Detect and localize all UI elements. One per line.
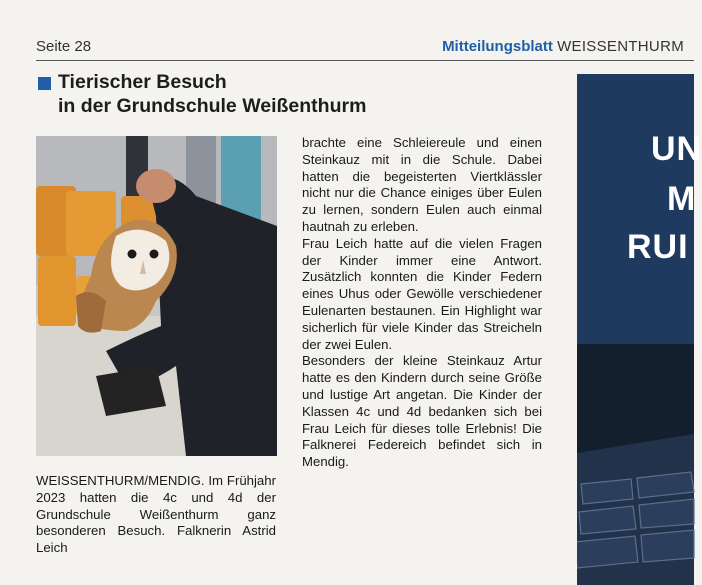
- article-paragraph-1: brachte eine Schleiereule und einen Steinkauz mit in die Schule. Dabei hatten die begeisterten Viertklässler nicht nur die Chance einiges über Eulen zu lernen, sondern Eulen auch einmal hautnah zu erleben.: [302, 135, 542, 234]
- ad-headline-line2: M: [667, 180, 697, 218]
- square-bullet-icon: [38, 77, 51, 90]
- article-title: [58, 70, 538, 118]
- article-lead-paragraph: [36, 473, 276, 557]
- advertisement-solar: [571, 74, 702, 585]
- article-column-2: [302, 135, 542, 471]
- publication-masthead: [442, 38, 684, 55]
- page-number: Seite 28: [36, 38, 92, 55]
- article-title-line2: in der Grundschule Weißenthurm: [58, 95, 367, 117]
- ad-headline-line3: RUI: [627, 228, 689, 266]
- article-paragraph-3: Besonders der kleine Steinkauz Artur hatte es den Kindern durch seine Größe und lustige Art angetan. Die Kinder der Klassen 4c und 4d bedanken sich bei Frau Leich für dieses tolle Erlebnis! Die Falknerei Federeich befindet sich in Mendig.: [302, 353, 542, 470]
- article-lead-text: Im Frühjahr 2023 hatten die 4c und 4d der Grundschule Weißenthurm ganz besonderen Besuch. Falknerin Astrid Leich: [36, 473, 276, 556]
- article-title-line1: Tierischer Besuch: [58, 71, 227, 93]
- article-paragraph-2: Frau Leich hatte auf die vielen Fragen der Kinder immer eine Antwort. Zusätzlich konnten die Kinder Federn eines Uhus oder Gewölle verschiedener Eulenarten bestaunen. Ein Highlight war sicherlich für viele Kinder das Streicheln der zwei Eulen.: [302, 235, 542, 352]
- publication-place: WEISSENTHURM: [557, 38, 684, 55]
- article-photo-barn-owl: [36, 136, 277, 456]
- header-divider: [36, 60, 694, 61]
- ad-headline-line1: UN: [651, 130, 702, 168]
- article-column-1: [36, 473, 276, 557]
- article-dateline: WEISSENTHURM/MENDIG.: [36, 473, 205, 488]
- publication-name: Mitteilungsblatt: [442, 38, 553, 55]
